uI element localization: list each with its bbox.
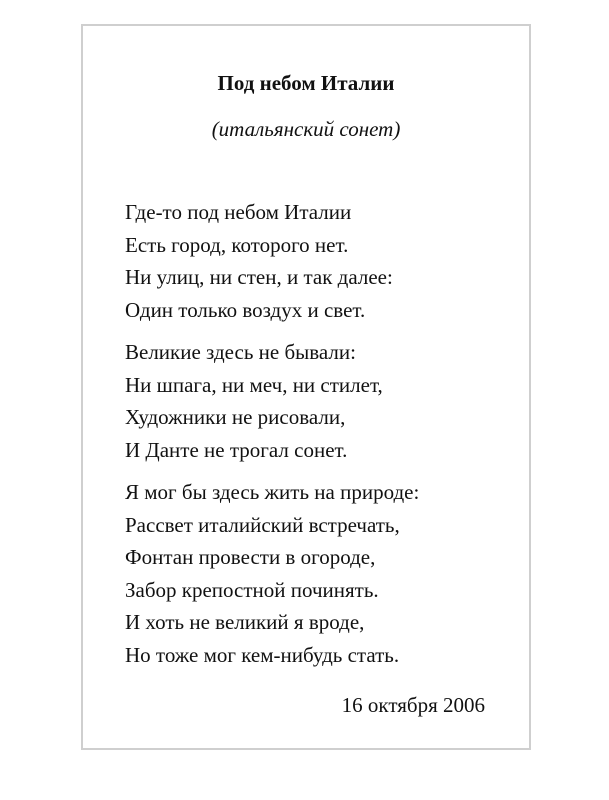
poem-line: Художники не рисовали, (125, 405, 346, 429)
stanza (125, 476, 525, 671)
poem-date: 16 октября 2006 (341, 693, 485, 717)
poem-body (125, 196, 525, 671)
document-page (81, 24, 531, 750)
poem-line: Рассвет италийский встречать, (125, 512, 400, 537)
poem-line: И хоть не великий я вроде, (125, 610, 365, 634)
poem-line: Великие здесь не бывали: (125, 340, 356, 364)
poem-line: Забор крепостной починять. (125, 577, 379, 602)
poem-line: Один только воздух и свет. (125, 297, 366, 322)
poem-line: Но тоже мог кем-нибудь стать. (125, 642, 400, 667)
stanza (125, 336, 525, 466)
poem-line: Фонтан провести в огороде, (125, 545, 376, 569)
stanza (125, 196, 525, 326)
poem-line: И Данте не трогал сонет. (125, 437, 348, 462)
poem-line: Есть город, которого нет. (125, 232, 349, 257)
poem-title: Под небом Италии (217, 71, 395, 95)
poem-line: Ни улиц, ни стен, и так далее: (125, 265, 393, 289)
poem-line: Ни шпага, ни меч, ни стилет, (125, 372, 383, 397)
poem-line: Где-то под небом Италии (125, 200, 352, 224)
poem-line: Я мог бы здесь жить на природе: (125, 480, 420, 504)
poem-subtitle: (итальянский сонет) (211, 117, 401, 141)
